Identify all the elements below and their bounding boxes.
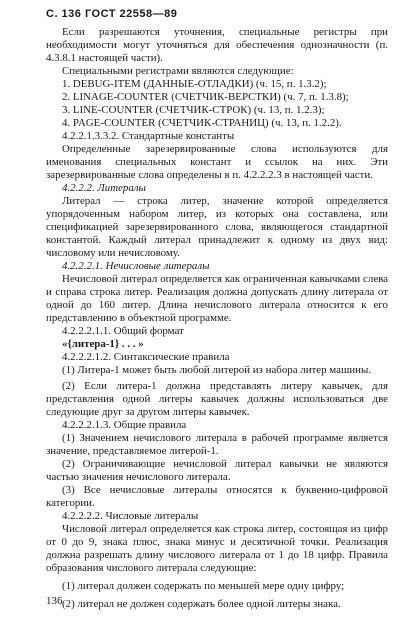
paragraph: Специальными регистрами являются следующие:	[62, 65, 294, 77]
list-item: 4. PAGE-COUNTER (СЧЕТЧИК-СТРАНИЦ) (ч. 13, п. 1.2.2).	[62, 117, 342, 129]
rule-item: (3) Все нечисловые литералы относятся к буквенно-цифровой категории.	[46, 484, 388, 509]
paragraph: Определенные зарезервированные слова используются для именования специальных констант и ссылок на них. Эти зарезервированные слова определены в п. 4.2.2.2.3 в настоящей части.	[46, 143, 388, 181]
section-heading: 4.2.2.2.1.3. Общие правила	[62, 419, 187, 431]
section-heading: 4.2.2.2.2. Числовые литералы	[62, 510, 199, 522]
rule-item: (1) Значением нечислового литерала в рабочей программе является значение, представляемое литерой-1.	[46, 432, 388, 457]
list-item: 3. LINE-COUNTER (СЧЕТЧИК-СТРОК) (ч. 13, п. 1.2.3);	[62, 104, 325, 116]
paragraph: Нечисловой литерал определяется как ограниченная кавычками слева и справа строка литер. Реализация должна допускать длину литерала от одной до 160 литер. Длина нечислового литерала относится к его представлению в объектной программе.	[46, 273, 388, 324]
page-number: 136	[46, 595, 63, 607]
document-body	[46, 26, 388, 611]
section-heading: 4.2.2.2.1.2. Синтаксические правила	[62, 351, 230, 363]
paragraph: Числовой литерал определяется как строка литер, состоящая из цифр от 0 до 9, знака плюс, знака минус и десятичной точки. Реализация должна разрешать длину числового литерала от 1 до 18 цифр. Правила образования числового литерала следующие:	[46, 523, 388, 574]
section-heading: 4.2.2.1.3.3.2. Стандартные константы	[62, 130, 235, 142]
list-item: 2. LINAGE-COUNTER (СЧЕТЧИК-ВЕРСТКИ) (ч. 7, п. 1.3.8);	[62, 91, 349, 103]
rule-item: (1) литерал должен содержать по меньшей мере одну цифру;	[62, 580, 345, 592]
page-header: С. 136 ГОСТ 22558—89	[46, 8, 178, 20]
section-heading: 4.2.2.2. Литералы	[62, 182, 146, 194]
rule-item: (2) Если литера-1 должна представлять литеру кавычек, для представления одной литеры кавычек должны использоваться две следующие друг за другом литеры кавычек.	[46, 380, 388, 418]
general-format: «{литера-1} . . . »	[62, 338, 144, 350]
section-heading: 4.2.2.2.1. Нечисловые литералы	[62, 260, 210, 272]
rule-item: (1) Литера-1 может быть любой литерой из набора литер машины.	[62, 364, 372, 376]
section-heading: 4.2.2.2.1.1. Общий формат	[62, 325, 184, 337]
rule-item: (2) литерал не должен содержать более одной литеры знака.	[62, 598, 341, 610]
rule-item: (2) Ограничивающие нечисловой литерал кавычки не являются частью значения нечислового литерала.	[46, 458, 388, 483]
paragraph: Если разрешаются уточнения, специальные регистры при необходимости могут уточняться для обеспечения однозначности (п. 4.3.8.1 настоящей части).	[46, 26, 388, 64]
list-item: 1. DEBUG-ITEM (ДАННЫЕ-ОТЛАДКИ) (ч. 15, п. 1.3.2);	[62, 78, 327, 90]
paragraph: Литерал — строка литер, значение которой определяется упорядоченным набором литер, из которых она составлена, или спецификацией зарезервированного слова, являющегося стандартной константой. Каждый литерал принадлежит к одному из двух вид: числовому или нечисловому.	[46, 195, 388, 259]
